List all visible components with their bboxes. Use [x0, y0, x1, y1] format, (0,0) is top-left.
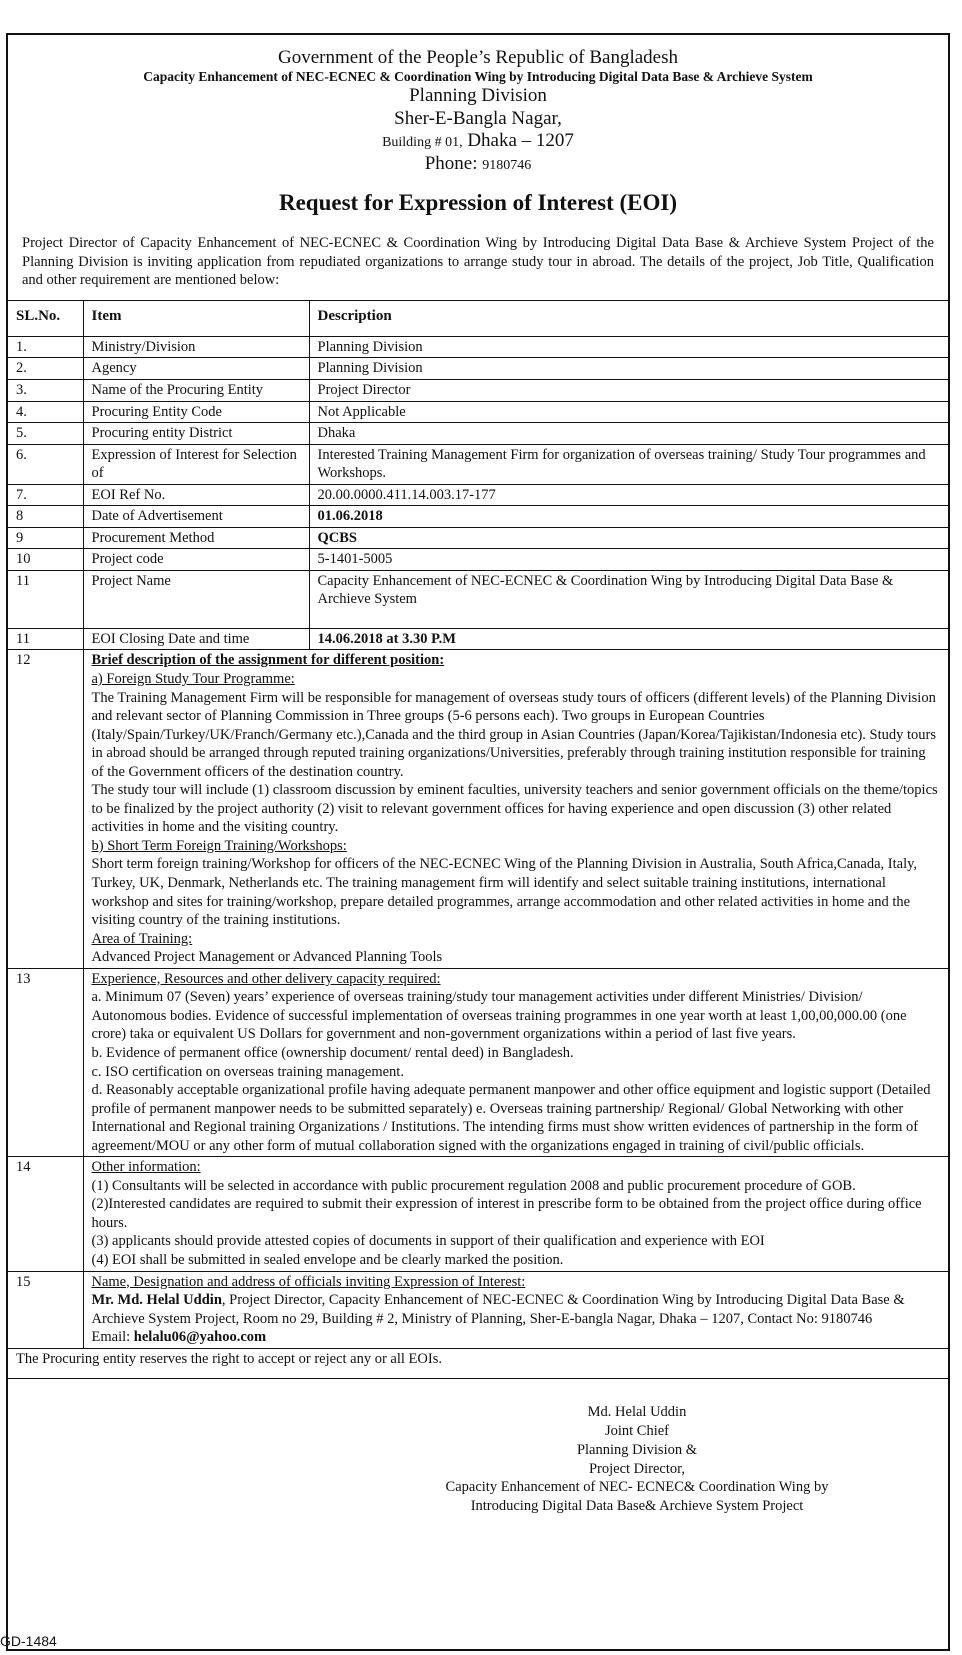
other-info-heading: Other information: [91, 1159, 201, 1176]
email-label: Email: [91, 1329, 134, 1346]
row-sl: 14 [8, 1157, 83, 1271]
page-title: Request for Expression of Interest (EOI) [278, 189, 678, 215]
row-sl: 13 [8, 968, 83, 1156]
table-row [8, 336, 948, 358]
eoi-details-table [8, 300, 948, 1380]
experience-item-a: a. Minimum 07 (Seven) years’ experience of overseas training/study tour management activities under different Ministries/ Division/ Autonomous bodies. Evidence of successful implementation of overseas training programmes in one year worth at least 1,00,00,000.00 (one crore) taka or equivalent US Dollars for government and non-government organizations within a period of last five years. [91, 989, 907, 1043]
row-sl: 5. [8, 423, 83, 445]
experience-item-b: b. Evidence of permanent office (ownership document/ rental deed) in Bangladesh. [91, 1044, 574, 1061]
row-item: Procurement Method [83, 527, 309, 549]
row-item: Name of the Procuring Entity [83, 380, 309, 402]
other-info-item-1: (1) Consultants will be selected in accordance with public procurement regulation 2008 and public procurement procedure of GOB. [91, 1177, 856, 1194]
experience-requirements [83, 968, 948, 1156]
row-item: Ministry/Division [83, 336, 309, 358]
header-sl: SL.No. [8, 300, 83, 336]
assignment-heading: Brief description of the assignment for different position: [91, 652, 445, 669]
row-desc: 01.06.2018 [309, 506, 948, 528]
row-sl: 3. [8, 380, 83, 402]
row-sl: 2. [8, 358, 83, 380]
row-sl: 11 [8, 570, 83, 628]
study-tour-includes-text: The study tour will include (1) classroom discussion by eminent faculties, university teachers and senior government officials on the theme/topics to be finalized by the project authority (2) visit to relevant government offices for having experience and open discussion (3) other related activities in home and the visiting country. [91, 782, 938, 836]
address-line-1: Sher-E-Bangla Nagar, [394, 107, 562, 129]
row-desc: Project Director [309, 380, 948, 402]
row-item: Date of Advertisement [83, 506, 309, 528]
row-sl: 6. [8, 444, 83, 484]
table-row [8, 423, 948, 445]
phone-line [8, 153, 948, 175]
phone-label: Phone: [424, 152, 483, 174]
table-row [8, 401, 948, 423]
contact-heading: Name, Designation and address of officials inviting Expression of Interest: [91, 1273, 526, 1290]
short-term-training-title: b) Short Term Foreign Training/Workshops: [91, 837, 347, 854]
signatory-project-1: Capacity Enhancement of NEC- ECNEC& Coordination Wing by [445, 1479, 829, 1496]
row-desc: QCBS [309, 527, 948, 549]
ad-code: GD-1484 [0, 1633, 57, 1649]
signatory-division: Planning Division & [576, 1441, 698, 1458]
other-info-item-4: (4) EOI shall be submitted in sealed envelope and be clearly marked the position. [91, 1251, 564, 1268]
row-sl: 8 [8, 506, 83, 528]
table-row [8, 484, 948, 506]
area-of-training-text: Advanced Project Management or Advanced Planning Tools [91, 949, 443, 966]
table-row [8, 380, 948, 402]
intro-paragraph: Project Director of Capacity Enhancement of NEC-ECNEC & Coordination Wing by Introducing Digital Data Base & Archieve System Project of the Planning Division is inviting application from repudiated organizations to arrange study tour in abroad. The details of the project, Job Title, Qualification and other requirement are mentioned below: [22, 235, 934, 289]
row-desc: Interested Training Management Firm for organization of overseas training/ Study Tour programmes and Workshops. [309, 444, 948, 484]
table-row [8, 444, 948, 484]
row-sl: 12 [8, 650, 83, 968]
address-line-2 [8, 130, 948, 152]
row-sl: 15 [8, 1271, 83, 1348]
experience-heading: Experience, Resources and other delivery capacity required: [91, 970, 441, 987]
area-of-training-title: Area of Training: [91, 930, 193, 947]
row-desc: Dhaka [309, 423, 948, 445]
official-details: , Project Director, Capacity Enhancement of NEC-ECNEC & Coordination Wing by Introducing Digital Data Base & Archieve System Project, Room no 29, Building # 2, Ministry of Planning, Sher-E-bangla Nagar, Dhaka – 1207, Contact No: 9180746 [91, 1292, 905, 1327]
row-sl: 4. [8, 401, 83, 423]
contact-details [92, 1291, 941, 1328]
signature-block [407, 1403, 867, 1516]
foreign-study-tour-text: The Training Management Firm will be responsible for management of overseas study tours of officers (different levels) of the Planning Division and relevant sector of Planning Commission in Three groups (5-6 persons each). Two groups in European Countries (Italy/Spain/Turkey/UK/Franch/Germany etc.),Canada and the third group in Asian Countries (Japan/Korea/Tajikistan/Indonesia etc). Study tours in abroad should be arranged through reputed training organizations/Universities, preferably through training institution responsible for training of the Government officers of the destination country. [91, 689, 936, 780]
email-address[interactable]: helalu06@yahoo.com [133, 1329, 267, 1346]
table-row-footer [8, 1348, 948, 1379]
signatory-title: Joint Chief [604, 1422, 670, 1439]
page-top-margin [0, 0, 962, 32]
table-header-row [8, 300, 948, 336]
row-item: Agency [83, 358, 309, 380]
row-desc: Planning Division [309, 336, 948, 358]
row-sl: 11 [8, 628, 83, 650]
building-no: Building # 01, [382, 135, 463, 151]
row-item: Expression of Interest for Selection of [83, 444, 309, 484]
contact-official [83, 1271, 948, 1348]
assignment-description [83, 650, 948, 968]
table-row [8, 527, 948, 549]
email-line [92, 1328, 941, 1347]
experience-item-c: c. ISO certification on overseas training management. [91, 1063, 404, 1080]
header-description: Description [309, 300, 948, 336]
document-header [8, 35, 948, 216]
table-row-experience [8, 968, 948, 1156]
row-desc: 20.00.0000.411.14.003.17-177 [309, 484, 948, 506]
division-name: Planning Division [409, 85, 547, 107]
row-item: EOI Ref No. [83, 484, 309, 506]
table-row [8, 549, 948, 571]
row-item: EOI Closing Date and time [83, 628, 309, 650]
other-info-item-3: (3) applicants should provide attested copies of documents in support of their qualification and experience with EOI [91, 1233, 765, 1250]
government-name: Government of the People’s Republic of Bangladesh [278, 47, 678, 68]
row-item: Project Name [83, 570, 309, 628]
project-name-heading: Capacity Enhancement of NEC-ECNEC & Coordination Wing by Introducing Digital Data Base & Archieve System [143, 69, 813, 85]
experience-item-d: d. Reasonably acceptable organizational profile having adequate permanent manpower and other office equipment and logistic support (Detailed profile of permanent manpower needs to be submitted separately) e. Overseas training partnership/ Regional/ Global Networking with other International and Regional training Organizations / Institutions. The intending firms must show written evidences of partnership in the form of agreement/MOU or any other form of mutual collaboration signed with the organizations engaged in training of civil/public officials. [91, 1082, 931, 1154]
table-row-assignment [8, 650, 948, 968]
table-row [8, 358, 948, 380]
row-desc: Not Applicable [309, 401, 948, 423]
table-row [8, 570, 948, 628]
header-item: Item [83, 300, 309, 336]
row-desc: Planning Division [309, 358, 948, 380]
row-desc: Capacity Enhancement of NEC-ECNEC & Coordination Wing by Introducing Digital Data Base & Archieve System [309, 570, 948, 628]
signatory-name: Md. Helal Uddin [587, 1404, 687, 1420]
row-item: Procuring entity District [83, 423, 309, 445]
reservation-note: The Procuring entity reserves the right to accept or reject any or all EOIs. [8, 1348, 948, 1379]
table-row [8, 628, 948, 650]
other-info-item-2: (2)Interested candidates are required to submit their expression of interest in prescribe form to be obtained from the project office during office hours. [91, 1196, 922, 1231]
table-row [8, 506, 948, 528]
row-item: Procuring Entity Code [83, 401, 309, 423]
row-sl: 9 [8, 527, 83, 549]
row-sl: 1. [8, 336, 83, 358]
row-sl: 10 [8, 549, 83, 571]
short-term-training-text: Short term foreign training/Workshop for officers of the NEC-ECNEC Wing of the Planning Division in Australia, South Africa,Canada, Italy, Turkey, UK, Denmark, Netherlands etc. The training management firm will identify and select suitable training institutions, international workshop and sites for training/workshop, prepare detailed programmes, arrange accommodation and other related activities in home and the visiting country of the training institutions. [91, 856, 918, 929]
row-desc: 14.06.2018 at 3.30 P.M [309, 628, 948, 650]
row-desc: 5-1401-5005 [309, 549, 948, 571]
signatory-project-2: Introducing Digital Data Base& Archieve System Project [470, 1498, 804, 1515]
foreign-study-tour-title: a) Foreign Study Tour Programme: [91, 671, 295, 688]
signatory-role: Project Director, [588, 1460, 686, 1477]
table-row-contact [8, 1271, 948, 1348]
row-item: Project code [83, 549, 309, 571]
phone-number: 9180746 [482, 157, 532, 173]
row-sl: 7. [8, 484, 83, 506]
official-name: Mr. Md. Helal Uddin [91, 1292, 222, 1309]
other-information [83, 1157, 948, 1271]
city-postcode: Dhaka – 1207 [462, 130, 574, 152]
table-row-other-info [8, 1157, 948, 1271]
